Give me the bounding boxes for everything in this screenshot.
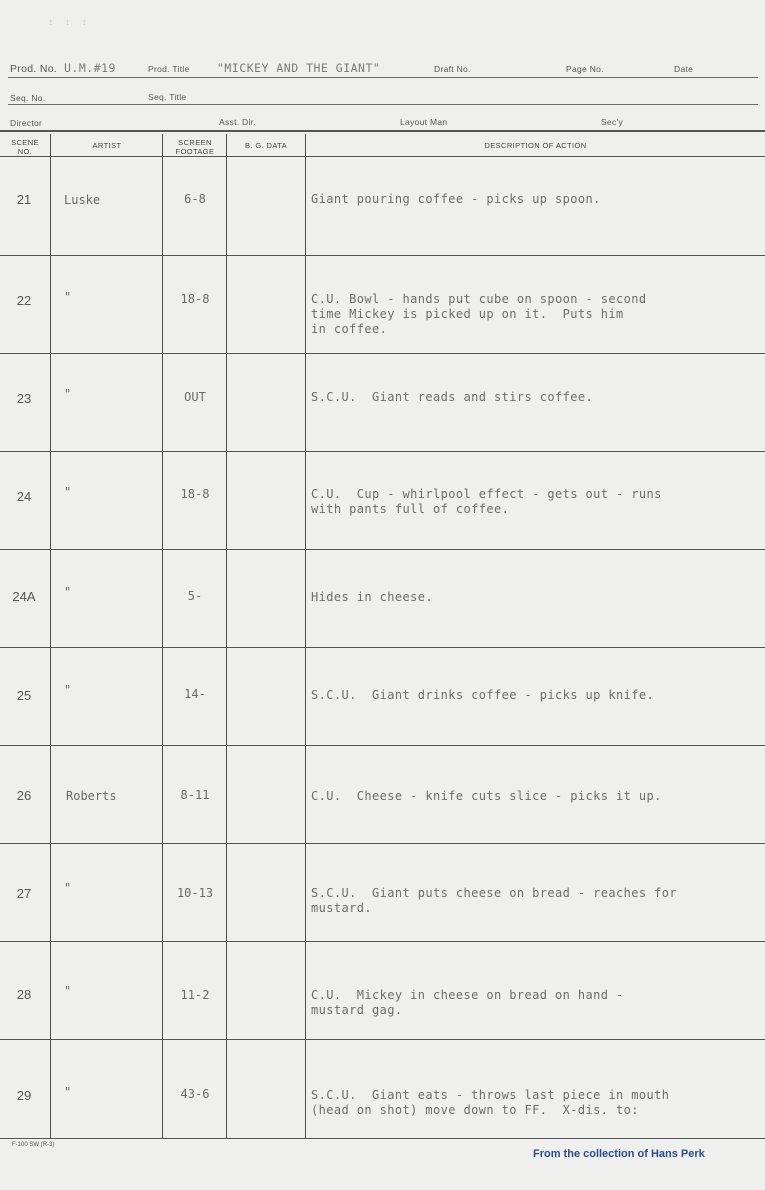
- table-row: [0, 550, 765, 648]
- table-row: [0, 648, 765, 746]
- scene-no: 23: [16, 391, 32, 406]
- artist: Roberts: [66, 789, 117, 803]
- description: S.C.U. Giant reads and stirs coffee.: [311, 390, 594, 404]
- scene-no: 24A: [12, 589, 36, 604]
- scene-no: 21: [16, 192, 32, 207]
- secy-label: Sec'y: [601, 117, 624, 127]
- description: Giant pouring coffee - picks up spoon.: [311, 192, 601, 206]
- artist: ": [64, 485, 72, 499]
- description: C.U. Mickey in cheese on bread on hand - mustard gag.: [311, 988, 624, 1017]
- artist: ": [64, 387, 72, 401]
- seq-no-label: Seq. No.: [10, 93, 46, 103]
- scene-no: 28: [16, 987, 32, 1002]
- artist: ": [64, 585, 72, 599]
- screen-footage: 18-8: [180, 487, 210, 501]
- table-row: [0, 157, 765, 255]
- header-rule-2: [8, 104, 758, 105]
- asst-dir-label: Asst. Dir.: [219, 117, 257, 127]
- col-artist: ARTIST: [92, 141, 122, 150]
- table-row: [0, 844, 765, 942]
- table-row: [0, 452, 765, 550]
- scene-no: 29: [16, 1088, 32, 1103]
- screen-footage: 10-13: [176, 886, 214, 900]
- description: C.U. Cheese - knife cuts slice - picks it up.: [311, 789, 662, 803]
- scene-no: 25: [16, 688, 32, 703]
- screen-footage: 14-: [184, 687, 206, 701]
- screen-footage: 8-11: [180, 788, 210, 802]
- artist: ": [64, 881, 72, 895]
- director-label: Director: [10, 118, 43, 128]
- prod-no-label: Prod. No.: [10, 63, 58, 75]
- prod-no-value: U.M.#19: [64, 61, 116, 75]
- scene-no: 26: [16, 788, 32, 803]
- description: C.U. Bowl - hands put cube on spoon - second time Mickey is picked up on it. Puts him in coffee.: [311, 292, 647, 336]
- description: S.C.U. Giant puts cheese on bread - reaches for mustard.: [311, 886, 677, 915]
- seq-title-label: Seq. Title: [148, 92, 187, 102]
- screen-footage: 5-: [187, 589, 203, 603]
- description: S.C.U. Giant eats - throws last piece in mouth (head on shot) move down to FF. X-dis. to:: [311, 1088, 670, 1117]
- screen-footage: 43-6: [180, 1087, 210, 1101]
- date-label: Date: [674, 64, 694, 74]
- draft-no-label: Draft No.: [434, 64, 471, 74]
- col-description: DESCRIPTION OF ACTION: [484, 141, 587, 150]
- page-no-label: Page No.: [566, 64, 604, 74]
- form-code: F-100 SW (R-3): [12, 1142, 55, 1148]
- collection-credit: From the collection of Hans Perk: [533, 1148, 705, 1160]
- header-rule-1: [8, 77, 758, 78]
- layout-man-label: Layout Man: [400, 117, 448, 127]
- prod-title-label: Prod. Title: [148, 64, 190, 74]
- table-row: [0, 354, 765, 452]
- table-top-rule: [0, 130, 765, 132]
- artist: ": [64, 683, 72, 697]
- prod-title-value: "MICKEY AND THE GIANT": [217, 61, 381, 75]
- artist: ": [64, 1085, 72, 1099]
- scene-no: 27: [16, 886, 32, 901]
- table-row: [0, 1040, 765, 1138]
- table-bottom-rule: [0, 1138, 765, 1139]
- description: Hides in cheese.: [311, 590, 433, 604]
- screen-footage: 6-8: [184, 192, 206, 206]
- scene-no: 22: [16, 293, 32, 308]
- table-row: [0, 942, 765, 1040]
- description: S.C.U. Giant drinks coffee - picks up knife.: [311, 688, 655, 702]
- col-scene-no: SCENE NO.: [11, 138, 39, 156]
- screen-footage: 18-8: [180, 292, 210, 306]
- col-screen-footage: SCREEN FOOTAGE: [175, 138, 215, 156]
- screen-footage: OUT: [184, 390, 206, 404]
- screen-footage: 11-2: [180, 988, 210, 1002]
- col-bg-data: B. G. DATA: [244, 141, 288, 150]
- artist: ": [64, 984, 72, 998]
- table-row: [0, 746, 765, 844]
- artist: ": [64, 290, 72, 304]
- scene-no: 24: [16, 489, 32, 504]
- description: C.U. Cup - whirlpool effect - gets out - runs with pants full of coffee.: [311, 487, 662, 516]
- faint-top-mark: : : :: [48, 18, 91, 28]
- artist: Luske: [64, 193, 101, 207]
- table-row: [0, 256, 765, 354]
